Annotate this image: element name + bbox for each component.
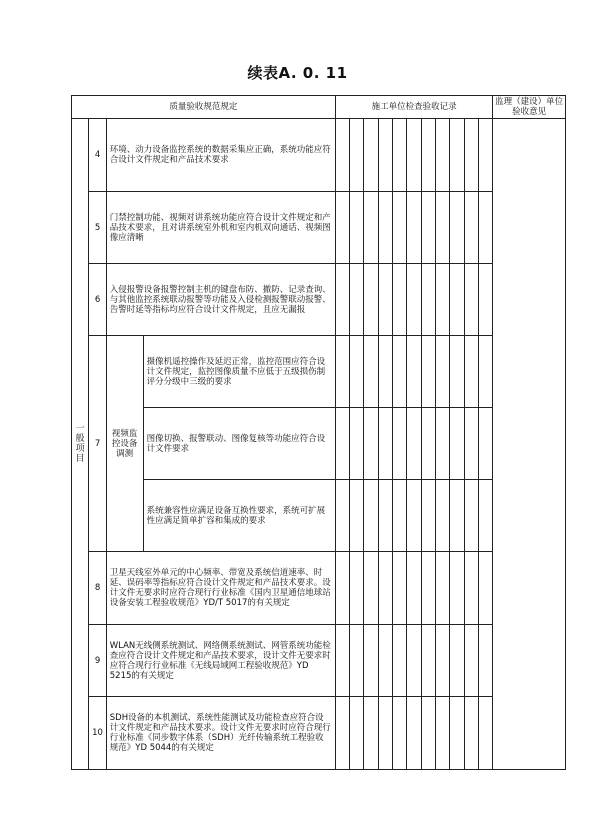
supervision-opinion-cell[interactable] [493,119,566,770]
record-cell[interactable] [436,625,450,697]
record-cell[interactable] [421,552,435,625]
record-cell[interactable] [478,192,492,264]
record-cell[interactable] [450,552,464,625]
acceptance-table [71,95,566,770]
record-cell[interactable] [335,552,349,625]
spec-header: 质量验收规范规定 [72,96,336,119]
record-cell[interactable] [450,697,464,770]
record-cell[interactable] [364,625,378,697]
table-row [72,336,566,408]
record-cell[interactable] [378,480,392,552]
record-cell[interactable] [393,625,407,697]
record-cell[interactable] [464,264,478,336]
record-cell[interactable] [464,119,478,192]
record-cell[interactable] [407,552,421,625]
record-cell[interactable] [407,408,421,480]
record-cell[interactable] [464,697,478,770]
record-cell[interactable] [393,336,407,408]
item-description: 摄像机遥控操作及延迟正常，监控范围应符合设计文件规定，监控图像质量不应低于五级损伤制评分分级中三级的要求 [143,336,335,408]
record-cell[interactable] [364,697,378,770]
record-cell[interactable] [335,480,349,552]
record-cell[interactable] [335,625,349,697]
record-cell[interactable] [364,480,378,552]
record-cell[interactable] [407,625,421,697]
record-cell[interactable] [378,264,392,336]
record-cell[interactable] [350,625,364,697]
record-cell[interactable] [450,408,464,480]
record-cell[interactable] [364,552,378,625]
record-cell[interactable] [407,192,421,264]
record-cell[interactable] [421,480,435,552]
item-description: 环境、动力设备监控系统的数据采集应正确，系统功能应符合设计文件规定和产品技术要求 [106,119,335,192]
record-cell[interactable] [436,480,450,552]
record-cell[interactable] [393,552,407,625]
item-number: 6 [89,264,106,336]
record-cell[interactable] [378,192,392,264]
item-number: 9 [89,625,106,697]
record-cell[interactable] [464,552,478,625]
item-number: 8 [89,552,106,625]
item-description: 图像切换、报警联动、图像复核等功能应符合设计文件要求 [143,408,335,480]
record-cell[interactable] [436,264,450,336]
category-label: 一般项目 [75,424,85,464]
record-cell[interactable] [421,192,435,264]
record-cell[interactable] [450,336,464,408]
category-cell [72,119,89,770]
record-cell[interactable] [378,625,392,697]
record-cell[interactable] [335,264,349,336]
record-cell[interactable] [364,336,378,408]
record-cell[interactable] [393,119,407,192]
record-cell[interactable] [407,119,421,192]
record-cell[interactable] [478,119,492,192]
record-cell[interactable] [421,408,435,480]
record-cell[interactable] [335,336,349,408]
table-row [72,192,566,264]
record-cell[interactable] [436,552,450,625]
table-row [72,264,566,336]
record-cell[interactable] [464,192,478,264]
record-cell[interactable] [364,408,378,480]
record-cell[interactable] [421,697,435,770]
record-cell[interactable] [350,408,364,480]
table-row [72,408,566,480]
item-number: 4 [89,119,106,192]
record-cell[interactable] [478,552,492,625]
record-header: 施工单位检查验收记录 [335,96,493,119]
record-cell[interactable] [393,408,407,480]
record-cell[interactable] [478,336,492,408]
record-cell[interactable] [350,336,364,408]
record-cell[interactable] [421,336,435,408]
record-cell[interactable] [335,408,349,480]
record-cell[interactable] [393,480,407,552]
record-cell[interactable] [450,625,464,697]
record-cell[interactable] [407,264,421,336]
form-title: 续表A. 0. 11 [247,64,348,82]
record-cell[interactable] [421,625,435,697]
record-cell[interactable] [393,192,407,264]
record-cell[interactable] [335,119,349,192]
record-cell[interactable] [393,264,407,336]
table-row [72,552,566,625]
record-cell[interactable] [450,192,464,264]
record-cell[interactable] [436,336,450,408]
item-description: WLAN无线侧系统测试、网络侧系统测试、网管系统功能检查应符合设计文件规定和产品技术要求，设计文件无要求时应符合现行行业标准《无线局域网工程验收规范》YD 5215的有关规定 [106,625,335,697]
record-cell[interactable] [350,480,364,552]
record-cell[interactable] [436,408,450,480]
record-cell[interactable] [436,697,450,770]
record-cell[interactable] [478,264,492,336]
record-cell[interactable] [378,119,392,192]
record-cell[interactable] [436,192,450,264]
header-row [72,96,566,119]
record-cell[interactable] [350,119,364,192]
item-description: SDH设备的本机测试、系统性能测试及功能检查应符合设计文件规定和产品技术要求。设计文件无要求时应符合现行行业标准《同步数字体系（SDH）光纤传输系统工程验收规范》YD 5044的有关规定 [106,697,335,770]
item-sub-label: 视频监控设备调测 [106,336,143,552]
record-cell[interactable] [350,697,364,770]
record-cell[interactable] [464,480,478,552]
record-cell[interactable] [407,336,421,408]
record-cell[interactable] [350,192,364,264]
item-number: 7 [89,336,106,552]
record-cell[interactable] [450,264,464,336]
table-row [72,697,566,770]
record-cell[interactable] [378,336,392,408]
item-description: 卫星天线室外单元的中心频率、带宽及系统信道速率、时延、误码率等指标应符合设计文件规定和产品技术要求。设计文件无要求时应符合现行行业标准《国内卫星通信地球站设备安装工程验收规范》YD/T 5017的有关规定 [106,552,335,625]
record-cell[interactable] [407,697,421,770]
record-cell[interactable] [478,625,492,697]
item-description: 门禁控制功能、视频对讲系统功能应符合设计文件规定和产品技术要求，且对讲系统室外机和室内机双向通话、视频图像应清晰 [106,192,335,264]
table-row [72,625,566,697]
table-row [72,119,566,192]
record-cell[interactable] [364,192,378,264]
record-cell[interactable] [478,480,492,552]
record-cell[interactable] [350,552,364,625]
record-cell[interactable] [335,697,349,770]
record-cell[interactable] [464,336,478,408]
record-cell[interactable] [421,264,435,336]
record-cell[interactable] [350,264,364,336]
item-number: 10 [89,697,106,770]
record-cell[interactable] [450,480,464,552]
record-cell[interactable] [478,408,492,480]
supervision-header: 监理（建设）单位验收意见 [493,96,566,119]
record-cell[interactable] [436,119,450,192]
record-cell[interactable] [478,697,492,770]
record-cell[interactable] [464,408,478,480]
record-cell[interactable] [421,119,435,192]
item-description: 系统兼容性应满足设备互换性要求，系统可扩展性应满足简单扩容和集成的要求 [143,480,335,552]
record-cell[interactable] [378,552,392,625]
record-cell[interactable] [378,408,392,480]
table-row [72,480,566,552]
record-cell[interactable] [335,192,349,264]
record-cell[interactable] [378,697,392,770]
item-number: 5 [89,192,106,264]
record-cell[interactable] [364,119,378,192]
record-cell[interactable] [450,119,464,192]
record-cell[interactable] [364,264,378,336]
record-cell[interactable] [393,697,407,770]
item-description: 入侵报警设备报警控制主机的键盘布防、撤防、记录查询、与其他监控系统联动报警等功能及入侵检测报警联动报警、告警时延等指标均应符合设计文件规定，且应无漏报 [106,264,335,336]
record-cell[interactable] [464,625,478,697]
record-cell[interactable] [407,480,421,552]
